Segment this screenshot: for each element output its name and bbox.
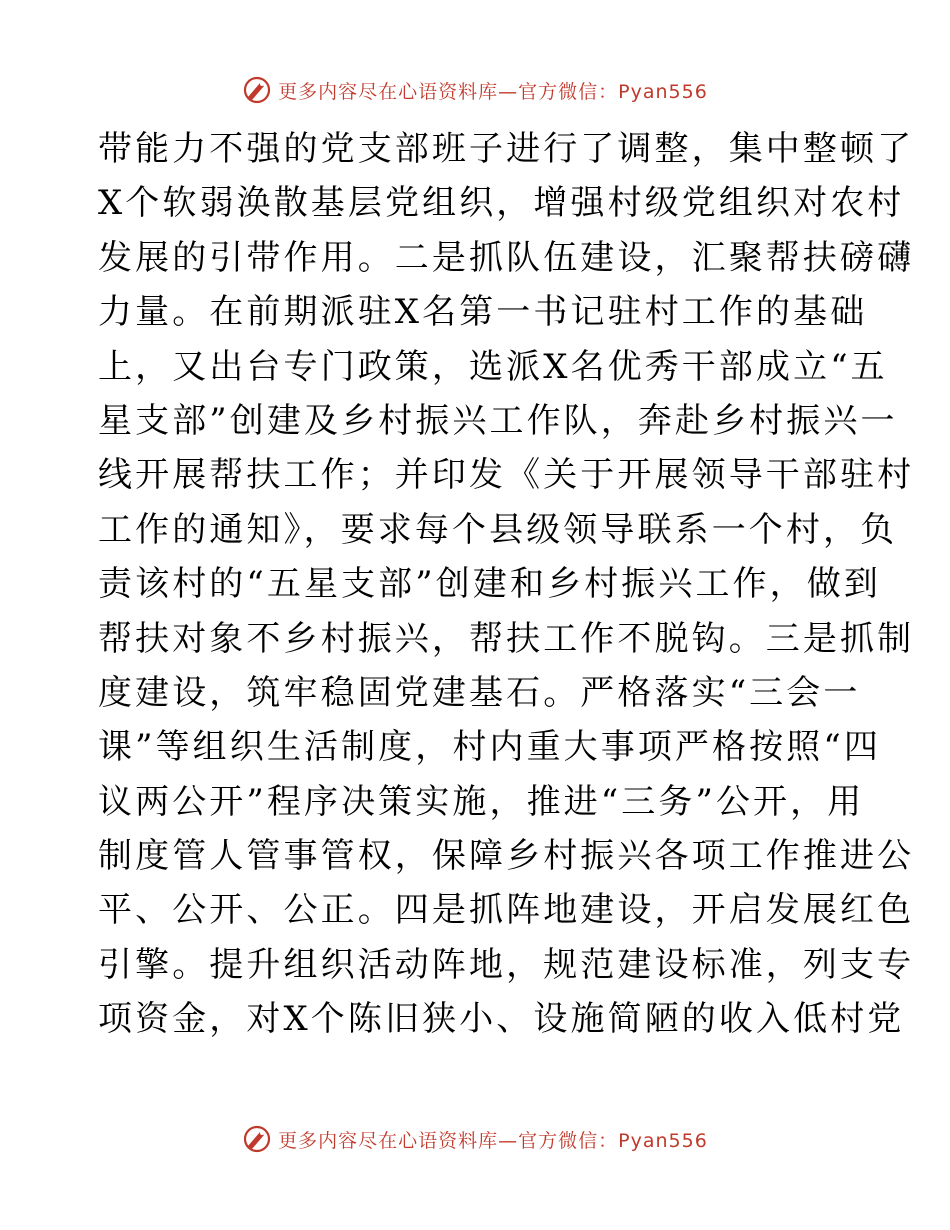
body-line: 带能力不强的党支部班子进行了调整，集中整顿了 [98, 129, 915, 169]
body-line: 帮扶对象不乡村振兴，帮扶工作不脱钩。三是抓制 [98, 618, 915, 659]
pen-circle-logo-icon [242, 75, 272, 105]
document-body [98, 122, 915, 1047]
header-banner-text: 更多内容尽在心语资料库—官方微信：Pyan556 [278, 80, 708, 103]
body-line: 工作的通知》，要求每个县级领导联系一个村，负 [98, 509, 898, 550]
body-line: 力量。在前期派驻X名第一书记驻村工作的基础 [98, 292, 868, 333]
body-line: 上，又出台专门政策，选派X名优秀干部成立“五 [98, 346, 888, 387]
footer-banner-text: 更多内容尽在心语资料库—官方微信：Pyan556 [278, 1129, 708, 1152]
body-line: 课”等组织生活制度，村内重大事项严格按照“四 [98, 727, 881, 768]
body-line: 引擎。提升组织活动阵地，规范建设标准，列支专 [98, 944, 915, 985]
body-line: 星支部”创建及乡村振兴工作队，奔赴乡村振兴一 [98, 400, 898, 441]
body-line: 项资金，对X个陈旧狭小、设施简陋的收入低村党 [98, 999, 905, 1040]
body-line: 度建设，筑牢稳固党建基石。严格落实“三会一 [98, 672, 861, 713]
body-line: 议两公开”程序决策实施，推进“三务”公开，用 [98, 781, 865, 822]
footer-watermark-banner [0, 1119, 950, 1159]
header-watermark-banner [0, 70, 950, 110]
body-line: X个软弱涣散基层党组织，增强村级党组织对农村 [98, 183, 905, 224]
body-line: 制度管人管事管权，保障乡村振兴各项工作推进公 [98, 836, 915, 877]
pen-circle-logo-icon [242, 1124, 272, 1154]
body-line: 平、公开、公正。四是抓阵地建设，开启发展红色 [98, 890, 915, 931]
body-line: 发展的引带作用。二是抓队伍建设，汇聚帮扶磅礴 [98, 237, 915, 278]
body-line: 责该村的“五星支部”创建和乡村振兴工作，做到 [98, 564, 881, 605]
body-line: 线开展帮扶工作；并印发《关于开展领导干部驻村 [98, 455, 915, 496]
